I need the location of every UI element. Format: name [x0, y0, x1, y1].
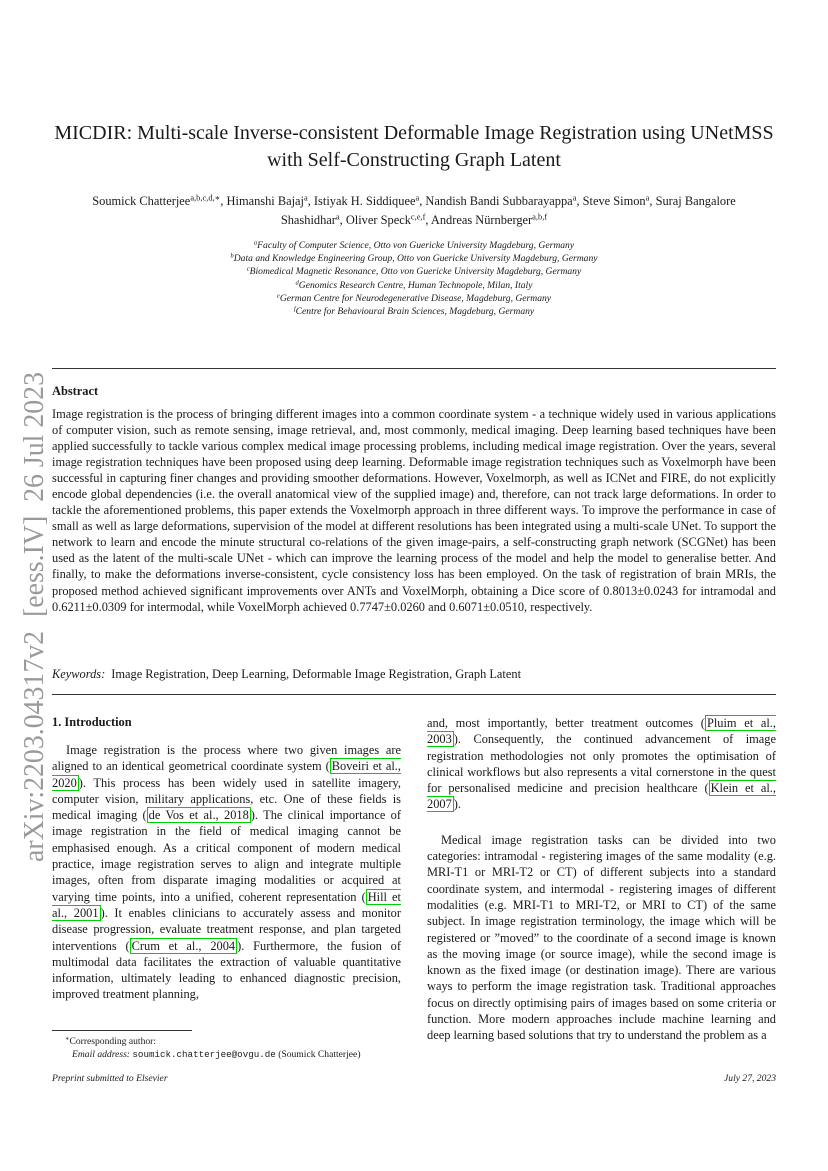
arxiv-stamp	[13, 372, 53, 864]
title-line-2: with Self-Constructing Graph Latent	[267, 149, 561, 171]
author-affil-sup: a	[572, 192, 577, 203]
affiliation: $^d$Genomics Research Centre, Human Technopole, Milan, Italy	[295, 279, 533, 291]
affiliation: $^e$German Centre for Neurodegenerative Disease, Magdeburg, Germany	[276, 292, 552, 304]
citation-link[interactable]: Boveiri et al., 2020	[52, 759, 401, 790]
author-affil-sup: a	[645, 192, 650, 203]
paper-title	[40, 120, 788, 174]
author-name: , Suraj Bangalore	[649, 194, 736, 208]
keywords-text: Image Registration, Deep Learning, Deformable Image Registration, Graph Latent	[111, 667, 522, 681]
author-affil-sup: c,e,f	[410, 211, 426, 222]
email-owner: (Soumick Chatterjee)	[278, 1049, 361, 1060]
author-list	[40, 192, 788, 230]
left-column	[52, 742, 401, 1003]
affiliation: $^a$Faculty of Computer Science, Otto von Guericke University Magdeburg, Germany	[253, 239, 575, 251]
citation-link[interactable]: Hill et al., 2001	[52, 889, 401, 920]
footnote: ∗Corresponding author: Email address: soumick.chatterjee@ovgu.de (Soumick Chatterjee)	[65, 1035, 361, 1060]
author-name: , Istiyak H. Siddiquee	[307, 194, 416, 208]
abstract-bottom-rule	[52, 694, 776, 695]
author-name: , Steve Simon	[576, 194, 646, 208]
title-line-1: MICDIR: Multi-scale Inverse-consistent Deformable Image Registration using UNetMSS	[54, 122, 774, 144]
email-address[interactable]: soumick.chatterjee@ovgu.de	[132, 1049, 276, 1060]
author-affil-sup: a,b,c,d,∗	[190, 192, 221, 203]
keywords-line	[52, 667, 521, 682]
author-name: Soumick Chatterjee	[92, 194, 191, 208]
affiliation: $^f$Centre for Behavioural Brain Sciences, Magdeburg, Germany	[293, 305, 535, 318]
citation-link[interactable]: Crum et al., 2004	[131, 938, 236, 953]
footnote-label: Corresponding author:	[69, 1036, 157, 1047]
intro-paragraph: Medical image registration tasks can be divided into two categories: intramodal - registering images of the same modality (e.g. MRI-T1 or MRI-T2 or CT) of different subjects into a standard coordinate system, and intermodal - registering images of different modalities (e.g. MRI-T1 to MRI-T2, or MRI to CT) of the same subject. In image registration terminology, the image which will be registered or ”moved” to the coordinate of a second image is known as the moving image (or source image), while the second image is known as the fixed image (or destination image). There are various ways to perform the image registration task. Traditional approaches focus on directly optimising pairs of images based on some criteria or function. More modern approaches include machine learning and deep learning based solutions that try to understand the problem as a	[427, 832, 776, 1043]
abstract-heading: Abstract	[52, 384, 99, 398]
footer-left: Preprint submitted to Elsevier	[52, 1073, 168, 1084]
intro-paragraph: Image registration is the process where two given images are aligned to an identical geometrical coordinate system ( Boveiri et al., 2020 ). This process has been widely used in satellite imagery, computer vision, military applications, etc. One of these fields is medical imaging ( de Vos et al., 2018 ). The clinical importance of image registration in the field of medical imaging cannot be emphasised enough. As a critical component of modern medical practice, image registration serves to align and integrate multiple images, often from disparate imaging modalities or acquired at varying time points, into a unified, coherent representation ( Hill et al., 2001 ). It enables clinicians to accurately assess and monitor disease progression, evaluate treatment response, and plan targeted interventions ( Crum et al., 2004 ). Furthermore, the fusion of multimodal data facilitates the extraction of valuable quantitative information, ultimately leading to enhanced diagnostic precision, improved treatment planning,	[52, 743, 401, 1002]
author-name: , Himanshi Bajaj	[220, 194, 304, 208]
citation-link[interactable]: de Vos et al., 2018	[148, 808, 249, 823]
affiliation-list	[120, 239, 708, 318]
footer-date: July 27, 2023	[724, 1073, 776, 1084]
abstract-top-rule	[52, 368, 776, 369]
section-heading: 1. Introduction	[52, 715, 132, 729]
right-column	[427, 715, 776, 1044]
author-name: , Oliver Speck	[339, 213, 411, 227]
author-affil-sup: a	[415, 192, 420, 203]
author-affil-sup: a	[335, 211, 340, 222]
abstract-text: Image registration is the process of bringing different images into a common coordinate system - a technique widely used in various applications of computer vision, such as remote sensing, image retrieval, and, most commonly, medical imaging. Deep learning based techniques have been applied successfully to tackle various complex medical image processing problems, including medical image registration. Over the years, several image registration techniques have been proposed using deep learning. Deformable image registration techniques such as Voxelmorph have been successful in capturing finer changes and providing smoother deformations. However, Voxelmorph, as well as ICNet and FIRE, do not explicitly encode global dependencies (i.e. the overall anatomical view of the supplied image) and, therefore, can not track large deformations. In order to tackle the aforementioned problems, this paper extends the Voxelmorph approach in three different ways. To improve the performance in case of small as well as large deformations, supervision of the model at different resolutions has been integrated using a multi-scale UNet. To support the network to learn and encode the minute structural co-relations of the given image-pairs, a self-constructing graph network (SCGNet) has been used as the latent of the multi-scale UNet - which can improve the learning process of the model and help the model to generalise better. And finally, to make the deformations inverse-consistent, cycle consistency loss has been employed. On the task of registration of brain MRIs, the proposed method achieved significant improvements over ANTs and VoxelMorph, obtaining a Dice score of 0.8013±0.0243 for intramodal and 0.6211±0.0309 for intermodal, while VoxelMorph achieved 0.7747±0.0260 and 0.6071±0.0510, respectively.	[52, 407, 776, 614]
affiliation: $^b$Data and Knowledge Engineering Group, Otto von Guericke University Magdeburg, Germany	[230, 252, 598, 265]
author-affil-sup: a	[303, 192, 308, 203]
citation-link[interactable]: Pluim et al., 2003	[427, 716, 777, 747]
author-affil-sup: a,b,f	[532, 211, 548, 222]
citation-link[interactable]: Klein et al., 2007	[427, 781, 776, 812]
email-label: Email address:	[72, 1049, 131, 1060]
intro-paragraph-continued: and, most importantly, better treatment outcomes ( Pluim et al., 2003 ). Consequently, the continued advancement of image registration methodologies not only promotes the optimisation of clinical workflows but also represents a vital cornerstone in the quest for personalised medicine and precision healthcare ( Klein et al., 2007 ).	[427, 716, 777, 812]
keywords-label: Keywords:	[52, 667, 106, 681]
footnote-rule	[52, 1030, 192, 1031]
affiliation: $^c$Biomedical Magnetic Resonance, Otto von Guericke University Magdeburg, Germany	[246, 265, 582, 278]
arxiv-id: arXiv:2203.04317v2 [eess.IV] 26 Jul 2023	[19, 372, 50, 862]
author-name: , Nandish Bandi Subbarayappa	[419, 194, 573, 208]
author-name: Shashidhar	[280, 213, 336, 227]
author-name: , Andreas Nürnberger	[425, 213, 533, 227]
